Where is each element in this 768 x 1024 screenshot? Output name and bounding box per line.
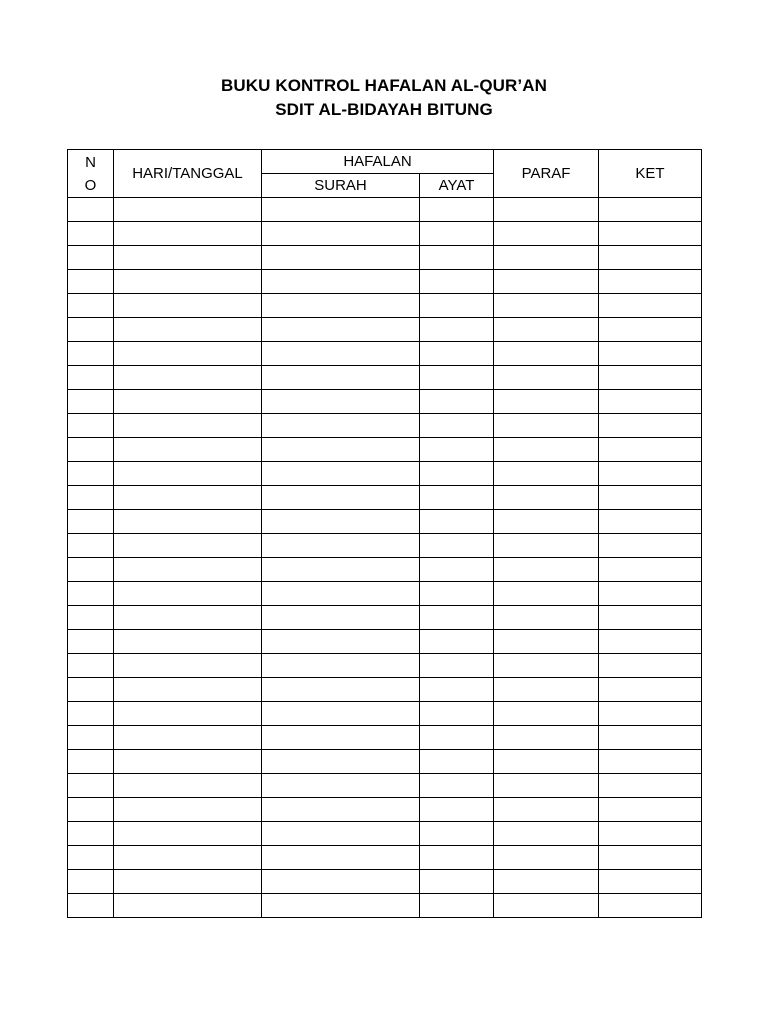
- cell-date: [114, 222, 262, 246]
- cell-signature: [494, 702, 599, 726]
- cell-surah: [262, 582, 420, 606]
- cell-no: [68, 750, 114, 774]
- cell-no: [68, 198, 114, 222]
- cell-surah: [262, 486, 420, 510]
- cell-surah: [262, 462, 420, 486]
- cell-verse: [420, 678, 494, 702]
- cell-verse: [420, 582, 494, 606]
- school-name: SDIT AL-BIDAYAH BITUNG: [275, 100, 493, 119]
- cell-date: [114, 630, 262, 654]
- cell-notes: [599, 366, 702, 390]
- cell-surah: [262, 870, 420, 894]
- cell-notes: [599, 462, 702, 486]
- cell-verse: [420, 438, 494, 462]
- cell-date: [114, 606, 262, 630]
- table-row: [68, 486, 702, 510]
- cell-no: [68, 702, 114, 726]
- table-row: [68, 774, 702, 798]
- cell-no: [68, 726, 114, 750]
- table-row: [68, 366, 702, 390]
- cell-no: [68, 222, 114, 246]
- cell-no: [68, 390, 114, 414]
- table-row: [68, 534, 702, 558]
- table-row: [68, 678, 702, 702]
- cell-verse: [420, 654, 494, 678]
- cell-verse: [420, 726, 494, 750]
- cell-date: [114, 414, 262, 438]
- cell-verse: [420, 630, 494, 654]
- header-signature: PARAF: [494, 150, 599, 198]
- cell-surah: [262, 198, 420, 222]
- cell-signature: [494, 678, 599, 702]
- cell-verse: [420, 774, 494, 798]
- cell-signature: [494, 390, 599, 414]
- cell-notes: [599, 510, 702, 534]
- cell-notes: [599, 246, 702, 270]
- cell-surah: [262, 270, 420, 294]
- table-row: [68, 750, 702, 774]
- cell-date: [114, 366, 262, 390]
- cell-notes: [599, 390, 702, 414]
- cell-no: [68, 486, 114, 510]
- cell-surah: [262, 366, 420, 390]
- cell-notes: [599, 534, 702, 558]
- table-row: [68, 222, 702, 246]
- cell-date: [114, 558, 262, 582]
- cell-notes: [599, 198, 702, 222]
- header-notes: KET: [599, 150, 702, 198]
- cell-no: [68, 294, 114, 318]
- cell-surah: [262, 630, 420, 654]
- cell-notes: [599, 270, 702, 294]
- cell-notes: [599, 750, 702, 774]
- cell-date: [114, 438, 262, 462]
- table-row: [68, 510, 702, 534]
- cell-verse: [420, 318, 494, 342]
- cell-signature: [494, 870, 599, 894]
- cell-verse: [420, 846, 494, 870]
- cell-surah: [262, 246, 420, 270]
- cell-signature: [494, 486, 599, 510]
- cell-date: [114, 462, 262, 486]
- cell-signature: [494, 366, 599, 390]
- cell-no: [68, 630, 114, 654]
- cell-surah: [262, 726, 420, 750]
- table-row: [68, 870, 702, 894]
- cell-signature: [494, 582, 599, 606]
- cell-signature: [494, 198, 599, 222]
- cell-verse: [420, 606, 494, 630]
- cell-surah: [262, 318, 420, 342]
- cell-verse: [420, 414, 494, 438]
- cell-notes: [599, 870, 702, 894]
- cell-notes: [599, 894, 702, 918]
- cell-surah: [262, 702, 420, 726]
- cell-no: [68, 318, 114, 342]
- cell-signature: [494, 846, 599, 870]
- cell-verse: [420, 222, 494, 246]
- cell-date: [114, 246, 262, 270]
- cell-no: [68, 270, 114, 294]
- cell-no: [68, 462, 114, 486]
- cell-notes: [599, 294, 702, 318]
- cell-no: [68, 246, 114, 270]
- cell-surah: [262, 390, 420, 414]
- table-row: [68, 198, 702, 222]
- cell-surah: [262, 750, 420, 774]
- table-row: [68, 342, 702, 366]
- memorization-log-table: [67, 149, 702, 918]
- cell-no: [68, 342, 114, 366]
- table-row: [68, 726, 702, 750]
- cell-no: [68, 774, 114, 798]
- cell-notes: [599, 222, 702, 246]
- cell-surah: [262, 606, 420, 630]
- cell-signature: [494, 510, 599, 534]
- cell-signature: [494, 750, 599, 774]
- header-no: [68, 150, 114, 198]
- table-row: [68, 702, 702, 726]
- cell-signature: [494, 270, 599, 294]
- cell-signature: [494, 822, 599, 846]
- cell-date: [114, 702, 262, 726]
- cell-verse: [420, 558, 494, 582]
- cell-no: [68, 558, 114, 582]
- document-title: BUKU KONTROL HAFALAN AL-QUR’AN: [221, 76, 547, 95]
- table-row: [68, 462, 702, 486]
- table-row: [68, 390, 702, 414]
- cell-signature: [494, 654, 599, 678]
- cell-surah: [262, 798, 420, 822]
- cell-no: [68, 534, 114, 558]
- cell-surah: [262, 654, 420, 678]
- cell-notes: [599, 318, 702, 342]
- cell-date: [114, 294, 262, 318]
- cell-notes: [599, 654, 702, 678]
- cell-no: [68, 438, 114, 462]
- cell-verse: [420, 270, 494, 294]
- table-row: [68, 822, 702, 846]
- cell-date: [114, 270, 262, 294]
- cell-signature: [494, 438, 599, 462]
- cell-date: [114, 822, 262, 846]
- cell-notes: [599, 678, 702, 702]
- cell-no: [68, 606, 114, 630]
- cell-verse: [420, 894, 494, 918]
- table-row: [68, 558, 702, 582]
- cell-date: [114, 318, 262, 342]
- header-memorization: HAFALAN: [262, 150, 494, 174]
- cell-date: [114, 486, 262, 510]
- cell-notes: [599, 582, 702, 606]
- cell-no: [68, 894, 114, 918]
- cell-verse: [420, 702, 494, 726]
- cell-date: [114, 534, 262, 558]
- cell-surah: [262, 558, 420, 582]
- cell-signature: [494, 462, 599, 486]
- header-surah: SURAH: [262, 174, 420, 198]
- cell-date: [114, 678, 262, 702]
- table-row: [68, 894, 702, 918]
- cell-no: [68, 582, 114, 606]
- cell-verse: [420, 534, 494, 558]
- cell-notes: [599, 630, 702, 654]
- table-row: [68, 582, 702, 606]
- cell-signature: [494, 294, 599, 318]
- cell-no: [68, 870, 114, 894]
- cell-verse: [420, 366, 494, 390]
- cell-date: [114, 750, 262, 774]
- cell-verse: [420, 342, 494, 366]
- cell-verse: [420, 294, 494, 318]
- cell-no: [68, 846, 114, 870]
- table-row: [68, 606, 702, 630]
- table-row: [68, 630, 702, 654]
- cell-notes: [599, 606, 702, 630]
- header-no-label: NO: [84, 153, 97, 194]
- cell-verse: [420, 510, 494, 534]
- cell-signature: [494, 726, 599, 750]
- cell-notes: [599, 702, 702, 726]
- cell-signature: [494, 558, 599, 582]
- cell-surah: [262, 342, 420, 366]
- cell-date: [114, 198, 262, 222]
- cell-signature: [494, 246, 599, 270]
- document-header: [0, 74, 768, 122]
- header-date: HARI/TANGGAL: [114, 150, 262, 198]
- cell-date: [114, 798, 262, 822]
- cell-signature: [494, 342, 599, 366]
- cell-verse: [420, 246, 494, 270]
- cell-notes: [599, 798, 702, 822]
- cell-verse: [420, 486, 494, 510]
- cell-date: [114, 894, 262, 918]
- cell-verse: [420, 390, 494, 414]
- table-row: [68, 294, 702, 318]
- cell-surah: [262, 534, 420, 558]
- cell-notes: [599, 414, 702, 438]
- cell-date: [114, 870, 262, 894]
- cell-no: [68, 510, 114, 534]
- cell-surah: [262, 414, 420, 438]
- cell-surah: [262, 510, 420, 534]
- cell-no: [68, 654, 114, 678]
- header-verse: AYAT: [420, 174, 494, 198]
- cell-surah: [262, 894, 420, 918]
- cell-notes: [599, 342, 702, 366]
- cell-notes: [599, 438, 702, 462]
- cell-signature: [494, 534, 599, 558]
- cell-signature: [494, 798, 599, 822]
- cell-surah: [262, 846, 420, 870]
- cell-date: [114, 654, 262, 678]
- cell-verse: [420, 870, 494, 894]
- cell-date: [114, 726, 262, 750]
- cell-verse: [420, 198, 494, 222]
- cell-date: [114, 774, 262, 798]
- table-row: [68, 798, 702, 822]
- cell-notes: [599, 846, 702, 870]
- cell-surah: [262, 294, 420, 318]
- table-row: [68, 246, 702, 270]
- cell-surah: [262, 222, 420, 246]
- cell-signature: [494, 774, 599, 798]
- cell-no: [68, 678, 114, 702]
- cell-date: [114, 846, 262, 870]
- cell-surah: [262, 822, 420, 846]
- table-row: [68, 846, 702, 870]
- cell-signature: [494, 318, 599, 342]
- cell-notes: [599, 726, 702, 750]
- table-body: [68, 198, 702, 918]
- table-row: [68, 318, 702, 342]
- cell-verse: [420, 462, 494, 486]
- cell-verse: [420, 750, 494, 774]
- cell-surah: [262, 438, 420, 462]
- cell-surah: [262, 678, 420, 702]
- cell-date: [114, 582, 262, 606]
- cell-signature: [494, 606, 599, 630]
- cell-date: [114, 390, 262, 414]
- cell-no: [68, 798, 114, 822]
- cell-date: [114, 510, 262, 534]
- cell-verse: [420, 822, 494, 846]
- cell-no: [68, 822, 114, 846]
- cell-notes: [599, 822, 702, 846]
- cell-date: [114, 342, 262, 366]
- cell-signature: [494, 894, 599, 918]
- table-row: [68, 438, 702, 462]
- cell-no: [68, 366, 114, 390]
- cell-signature: [494, 222, 599, 246]
- cell-verse: [420, 798, 494, 822]
- table-row: [68, 270, 702, 294]
- table-row: [68, 654, 702, 678]
- cell-signature: [494, 414, 599, 438]
- table-row: [68, 414, 702, 438]
- cell-notes: [599, 774, 702, 798]
- cell-notes: [599, 486, 702, 510]
- cell-signature: [494, 630, 599, 654]
- cell-no: [68, 414, 114, 438]
- cell-surah: [262, 774, 420, 798]
- cell-notes: [599, 558, 702, 582]
